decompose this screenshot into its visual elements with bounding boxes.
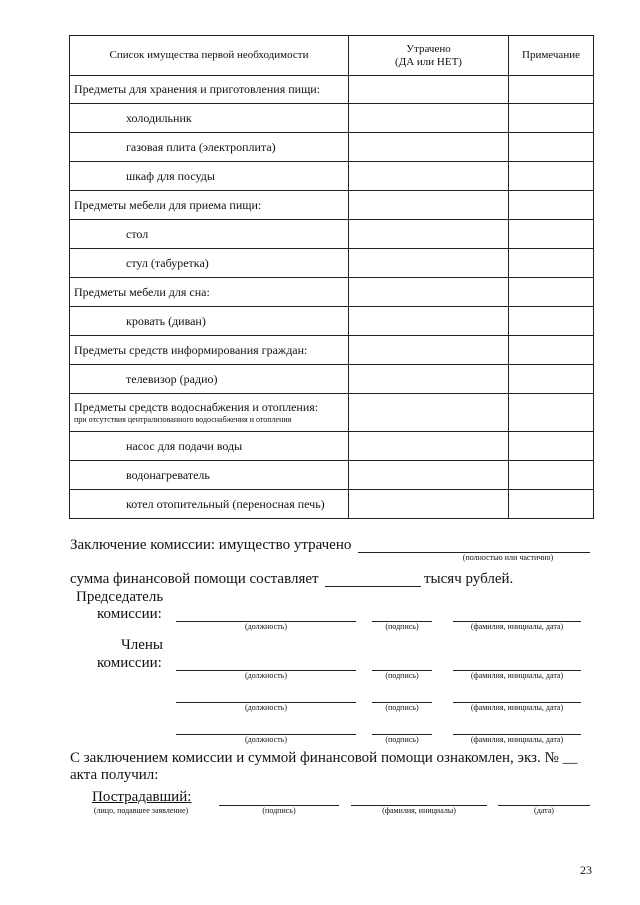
acknowledgment-line2: акта получил: <box>70 767 159 783</box>
lost-cell[interactable] <box>349 249 509 278</box>
item-row <box>70 249 594 278</box>
lost-cell[interactable] <box>349 104 509 133</box>
item-row <box>70 365 594 394</box>
category-row <box>70 76 594 104</box>
note-cell[interactable] <box>509 191 594 220</box>
item-label <box>70 365 349 394</box>
caption-fio-date: (фамилия, инициалы, дата) <box>470 703 564 712</box>
conclusion-hint: (полностью или частично) <box>462 553 554 562</box>
item-row <box>70 133 594 162</box>
caption-fio-date: (фамилия, инициалы, дата) <box>470 735 564 744</box>
caption-position: (должность) <box>245 703 287 712</box>
category-row <box>70 394 594 432</box>
note-cell[interactable] <box>509 336 594 365</box>
row-label-text: Предметы средств водоснабжения и отопления: <box>74 400 319 414</box>
item-label <box>70 249 349 278</box>
item-row <box>70 432 594 461</box>
amount-suffix: тысяч рублей. <box>424 571 514 587</box>
item-label <box>70 133 349 162</box>
item-label <box>70 432 349 461</box>
caption-fio-date: (фамилия, инициалы, дата) <box>470 622 564 631</box>
category-row <box>70 191 594 220</box>
lost-cell[interactable] <box>349 307 509 336</box>
row-note: при отсутствия централизованного водоснабжения и отопления <box>74 415 292 424</box>
item-label <box>70 104 349 133</box>
category-label <box>70 278 349 307</box>
row-label-text: Предметы средств информирования граждан: <box>74 342 308 357</box>
caption-fio: (фамилия, инициалы) <box>382 806 456 815</box>
row-label-text: насос для подачи воды <box>126 438 243 453</box>
conclusion-text: Заключение комиссии: имущество утрачено <box>70 537 352 553</box>
category-row <box>70 336 594 365</box>
lost-cell[interactable] <box>349 162 509 191</box>
note-cell[interactable] <box>509 490 594 519</box>
members-label-2: комиссии: <box>97 655 162 671</box>
row-label-text: Предметы мебели для сна: <box>74 284 210 299</box>
category-label <box>70 336 349 365</box>
note-cell[interactable] <box>509 133 594 162</box>
property-table <box>69 35 594 519</box>
lost-cell[interactable] <box>349 133 509 162</box>
note-cell[interactable] <box>509 461 594 490</box>
lost-cell[interactable] <box>349 336 509 365</box>
amount-field[interactable] <box>325 586 421 587</box>
caption-date: (дата) <box>534 806 554 815</box>
row-label-text: стол <box>126 226 149 241</box>
item-label <box>70 461 349 490</box>
caption-fio-date: (фамилия, инициалы, дата) <box>470 671 564 680</box>
item-label <box>70 490 349 519</box>
chairman-label-2: комиссии: <box>97 606 162 622</box>
note-cell[interactable] <box>509 394 594 432</box>
category-label <box>70 76 349 104</box>
note-cell[interactable] <box>509 278 594 307</box>
row-label-text: котел отопительный (переносная печь) <box>126 496 325 511</box>
item-row <box>70 307 594 336</box>
chairman-label-1: Председатель <box>76 589 164 605</box>
lost-cell[interactable] <box>349 220 509 249</box>
category-label <box>70 394 349 432</box>
header-list: Список имущества первой необходимости <box>70 36 349 76</box>
item-label <box>70 162 349 191</box>
note-cell[interactable] <box>509 249 594 278</box>
note-cell[interactable] <box>509 365 594 394</box>
lost-cell[interactable] <box>349 76 509 104</box>
row-label-text: холодильник <box>126 110 192 125</box>
row-label-text: газовая плита (электроплита) <box>126 139 276 154</box>
item-row <box>70 490 594 519</box>
lost-cell[interactable] <box>349 365 509 394</box>
lost-cell[interactable] <box>349 278 509 307</box>
row-label-text: стул (табуретка) <box>126 255 209 270</box>
item-row <box>70 104 594 133</box>
caption-signature: (подпись) <box>385 671 419 680</box>
note-cell[interactable] <box>509 432 594 461</box>
lost-cell[interactable] <box>349 490 509 519</box>
lost-cell[interactable] <box>349 461 509 490</box>
row-label-text: телевизор (радио) <box>126 371 218 386</box>
caption-signature: (подпись) <box>385 703 419 712</box>
note-cell[interactable] <box>509 162 594 191</box>
page-number: 23 <box>580 863 592 877</box>
row-label-text: шкаф для посуды <box>126 168 215 183</box>
caption-signature: (подпись) <box>385 622 419 631</box>
item-row <box>70 162 594 191</box>
category-label <box>70 191 349 220</box>
caption-signature: (подпись) <box>385 735 419 744</box>
item-row <box>70 461 594 490</box>
note-cell[interactable] <box>509 220 594 249</box>
category-row <box>70 278 594 307</box>
item-label <box>70 307 349 336</box>
acknowledgment-line1: С заключением комиссии и суммой финансовой помощи ознакомлен, экз. № __ <box>70 750 578 766</box>
lost-cell[interactable] <box>349 432 509 461</box>
note-cell[interactable] <box>509 307 594 336</box>
row-label-text: Предметы мебели для приема пищи: <box>74 197 262 212</box>
victim-label: Пострадавший: <box>92 789 192 805</box>
lost-cell[interactable] <box>349 191 509 220</box>
caption-applicant: (лицо, подавшее заявление) <box>93 806 189 815</box>
header-note: Примечание <box>509 36 594 76</box>
row-label-text: кровать (диван) <box>126 313 206 328</box>
item-label <box>70 220 349 249</box>
note-cell[interactable] <box>509 104 594 133</box>
members-label-1: Члены <box>121 637 163 653</box>
item-row <box>70 220 594 249</box>
lost-cell[interactable] <box>349 394 509 432</box>
row-label-text: водонагреватель <box>126 467 210 482</box>
header-lost: Утрачено (ДА или НЕТ) <box>349 36 509 76</box>
caption-signature: (подпись) <box>262 806 296 815</box>
note-cell[interactable] <box>509 76 594 104</box>
caption-position: (должность) <box>245 735 287 744</box>
caption-position: (должность) <box>245 671 287 680</box>
caption-position: (должность) <box>245 622 287 631</box>
row-label-text: Предметы для хранения и приготовления пищи: <box>74 82 321 96</box>
amount-prefix: сумма финансовой помощи составляет <box>70 571 319 587</box>
